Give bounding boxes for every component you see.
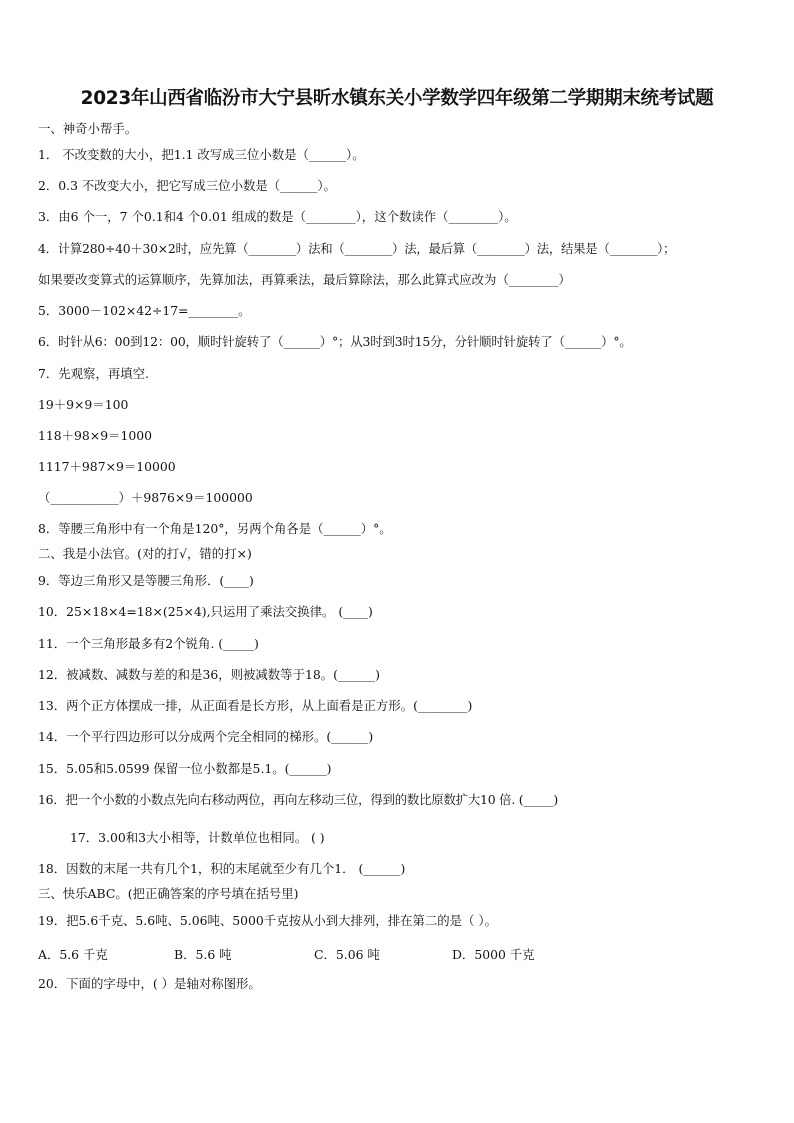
equation-3: 1117＋987×9＝10000 (38, 459, 176, 474)
option-d: D．5000 千克 (452, 947, 535, 962)
question-18: 18．因数的末尾一共有几个1，积的末尾就至少有几个1． (______) (38, 861, 406, 876)
section-heading-2: 二、我是小法官。(对的打√，错的打×) (38, 546, 252, 561)
question-5: 5．3000－102×42÷17=________。 (38, 303, 251, 318)
equation-2: 118＋98×9＝1000 (38, 428, 152, 443)
page-title: 2023年山西省临汾市大宁县昕水镇东关小学数学四年级第二学期期末统考试题 (80, 88, 714, 109)
question-8: 8．等腰三角形中有一个角是120°，另两个角各是（______）°。 (38, 521, 392, 536)
question-4-continued: 如果要改变算式的运算顺序，先算加法，再算乘法，最后算除法，那么此算式应改为（________） (38, 272, 571, 287)
question-17: 17．3.00和3大小相等，计数单位也相同。 ( ) (70, 830, 325, 845)
question-13: 13．两个正方体摆成一排，从正面看是长方形，从上面看是正方形。(________) (38, 698, 473, 713)
question-1: 1． 不改变数的大小，把1.1 改写成三位小数是（______）。 (38, 147, 365, 162)
option-c: C．5.06 吨 (314, 947, 380, 962)
question-16: 16．把一个小数的小数点先向右移动两位，再向左移动三位，得到的数比原数扩大10 倍. (_____) (38, 792, 559, 807)
section-heading-3: 三、快乐ABC。(把正确答案的序号填在括号里) (38, 886, 299, 901)
question-3: 3．由6 个一，7 个0.1和4 个0.01 组成的数是（________），这个数读作（________）。 (38, 209, 517, 224)
option-b: B．5.6 吨 (174, 947, 232, 962)
question-11: 11．一个三角形最多有2个锐角. (_____) (38, 636, 259, 651)
equation-4: （___________）＋9876×9＝100000 (38, 490, 253, 505)
question-14: 14．一个平行四边形可以分成两个完全相同的梯形。(______) (38, 729, 374, 744)
section-heading-1: 一、神奇小帮手。 (38, 121, 138, 136)
question-19: 19．把5.6千克、5.6吨、5.06吨、5000千克按从小到大排列，排在第二的是（ ）。 (38, 913, 497, 928)
question-12: 12．被减数、减数与差的和是36，则被减数等于18。(______) (38, 667, 380, 682)
option-a: A．5.6 千克 (38, 947, 108, 962)
question-15: 15．5.05和5.0599 保留一位小数都是5.1。(______) (38, 761, 332, 776)
question-2: 2．0.3 不改变大小，把它写成三位小数是（______）。 (38, 178, 336, 193)
question-6: 6．时针从6：00到12：00，顺时针旋转了（______）°；从3时到3时15分，分针顺时针旋转了（______）°。 (38, 334, 632, 349)
question-10: 10．25×18×4=18×(25×4),只运用了乘法交换律。 (____) (38, 604, 373, 619)
question-7: 7．先观察，再填空. (38, 366, 149, 381)
question-20: 20．下面的字母中，( ）是轴对称图形。 (38, 976, 261, 991)
question-4: 4．计算280÷40＋30×2时，应先算（________）法和（________）法，最后算（________）法，结果是（________）； (38, 241, 676, 256)
equation-1: 19＋9×9＝100 (38, 397, 129, 412)
question-9: 9．等边三角形又是等腰三角形．(____) (38, 573, 254, 588)
